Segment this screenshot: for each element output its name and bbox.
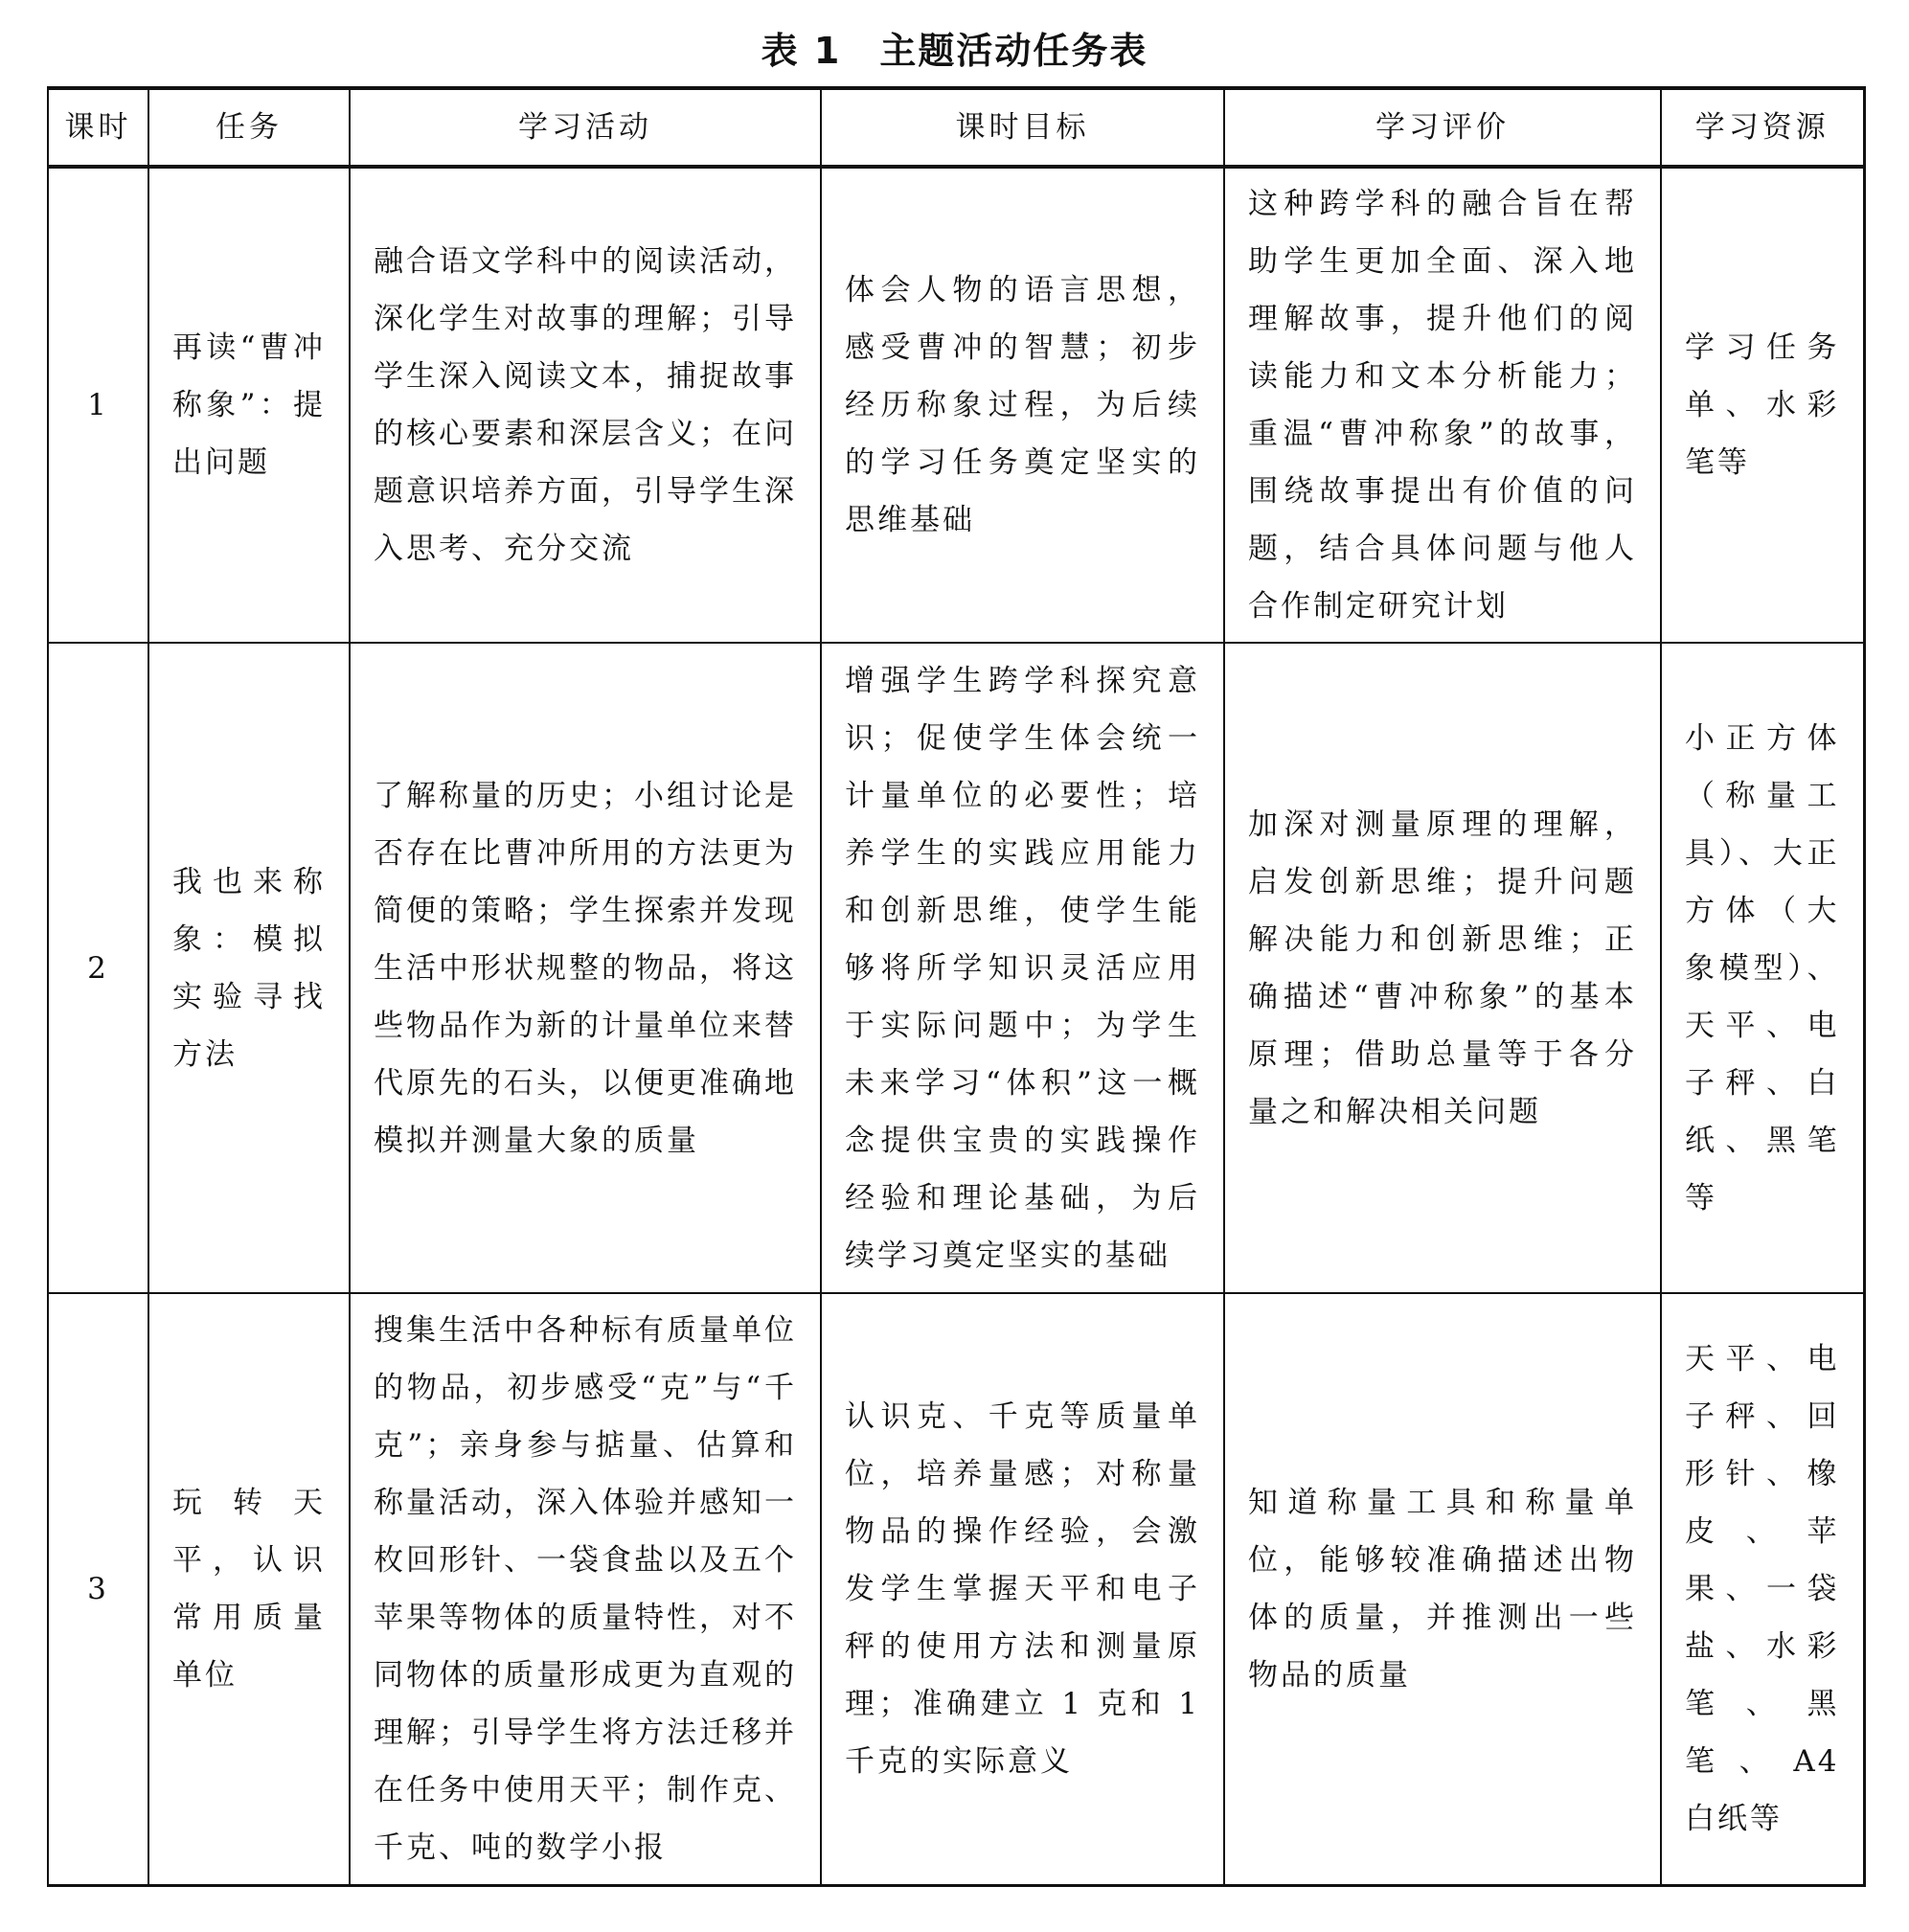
table-row xyxy=(48,1293,1864,1885)
header-evaluation: 学习评价 xyxy=(1224,88,1661,167)
cell-task: 我也来称象：模拟实验寻找方法 xyxy=(148,643,350,1293)
cell-goal: 认识克、千克等质量单位，培养量感；对称量物品的操作经验，会激发学生掌握天平和电子秤的使用方法和测量原理；准确建立 1 克和 1 千克的实际意义 xyxy=(821,1293,1224,1885)
cell-evaluation: 知道称量工具和称量单位，能够较准确描述出物体的质量，并推测出一些物品的质量 xyxy=(1224,1293,1661,1885)
header-lesson: 课时 xyxy=(48,88,148,167)
cell-task: 再读“曹冲称象”：提出问题 xyxy=(148,167,350,643)
cell-activity: 了解称量的历史；小组讨论是否存在比曹冲所用的方法更为简便的策略；学生探索并发现生活中形状规整的物品，将这些物品作为新的计量单位来替代原先的石头，以便更准确地模拟并测量大象的质量 xyxy=(350,643,821,1293)
cell-lesson: 1 xyxy=(48,167,148,643)
cell-resources: 学习任务单、水彩笔等 xyxy=(1661,167,1864,643)
table-row xyxy=(48,167,1864,643)
table-row xyxy=(48,643,1864,1293)
cell-resources: 小正方体（称量工具）、大正方体（大象模型）、天平、电子秤、白纸、黑笔等 xyxy=(1661,643,1864,1293)
cell-activity: 融合语文学科中的阅读活动，深化学生对故事的理解；引导学生深入阅读文本，捕捉故事的核心要素和深层含义；在问题意识培养方面，引导学生深入思考、充分交流 xyxy=(350,167,821,643)
header-goal: 课时目标 xyxy=(821,88,1224,167)
table-header-row xyxy=(48,88,1864,167)
cell-task: 玩转天平，认识常用质量单位 xyxy=(148,1293,350,1885)
cell-goal: 体会人物的语言思想，感受曹冲的智慧；初步经历称象过程，为后续的学习任务奠定坚实的思维基础 xyxy=(821,167,1224,643)
table-title: 表 1 主题活动任务表 xyxy=(761,30,1148,72)
cell-activity: 搜集生活中各种标有质量单位的物品，初步感受“克”与“千克”；亲身参与掂量、估算和称量活动，深入体验并感知一枚回形针、一袋食盐以及五个苹果等物体的质量特性，对不同物体的质量形成更为直观的理解；引导学生将方法迁移并在任务中使用天平；制作克、千克、吨的数学小报 xyxy=(350,1293,821,1885)
cell-resources: 天平、电子秤、回形针、橡皮、苹果、一袋盐、水彩笔、黑笔、A4 白纸等 xyxy=(1661,1293,1864,1885)
header-task: 任务 xyxy=(148,88,350,167)
cell-evaluation: 这种跨学科的融合旨在帮助学生更加全面、深入地理解故事，提升他们的阅读能力和文本分析能力；重温“曹冲称象”的故事，围绕故事提出有价值的问题，结合具体问题与他人合作制定研究计划 xyxy=(1224,167,1661,643)
task-table xyxy=(47,86,1866,1887)
cell-lesson: 3 xyxy=(48,1293,148,1885)
cell-lesson: 2 xyxy=(48,643,148,1293)
cell-evaluation: 加深对测量原理的理解，启发创新思维；提升问题解决能力和创新思维；正确描述“曹冲称象”的基本原理；借助总量等于各分量之和解决相关问题 xyxy=(1224,643,1661,1293)
header-resources: 学习资源 xyxy=(1661,88,1864,167)
header-activity: 学习活动 xyxy=(350,88,821,167)
cell-goal: 增强学生跨学科探究意识；促使学生体会统一计量单位的必要性；培养学生的实践应用能力和创新思维，使学生能够将所学知识灵活应用于实际问题中；为学生未来学习“体积”这一概念提供宝贵的实践操作经验和理论基础，为后续学习奠定坚实的基础 xyxy=(821,643,1224,1293)
